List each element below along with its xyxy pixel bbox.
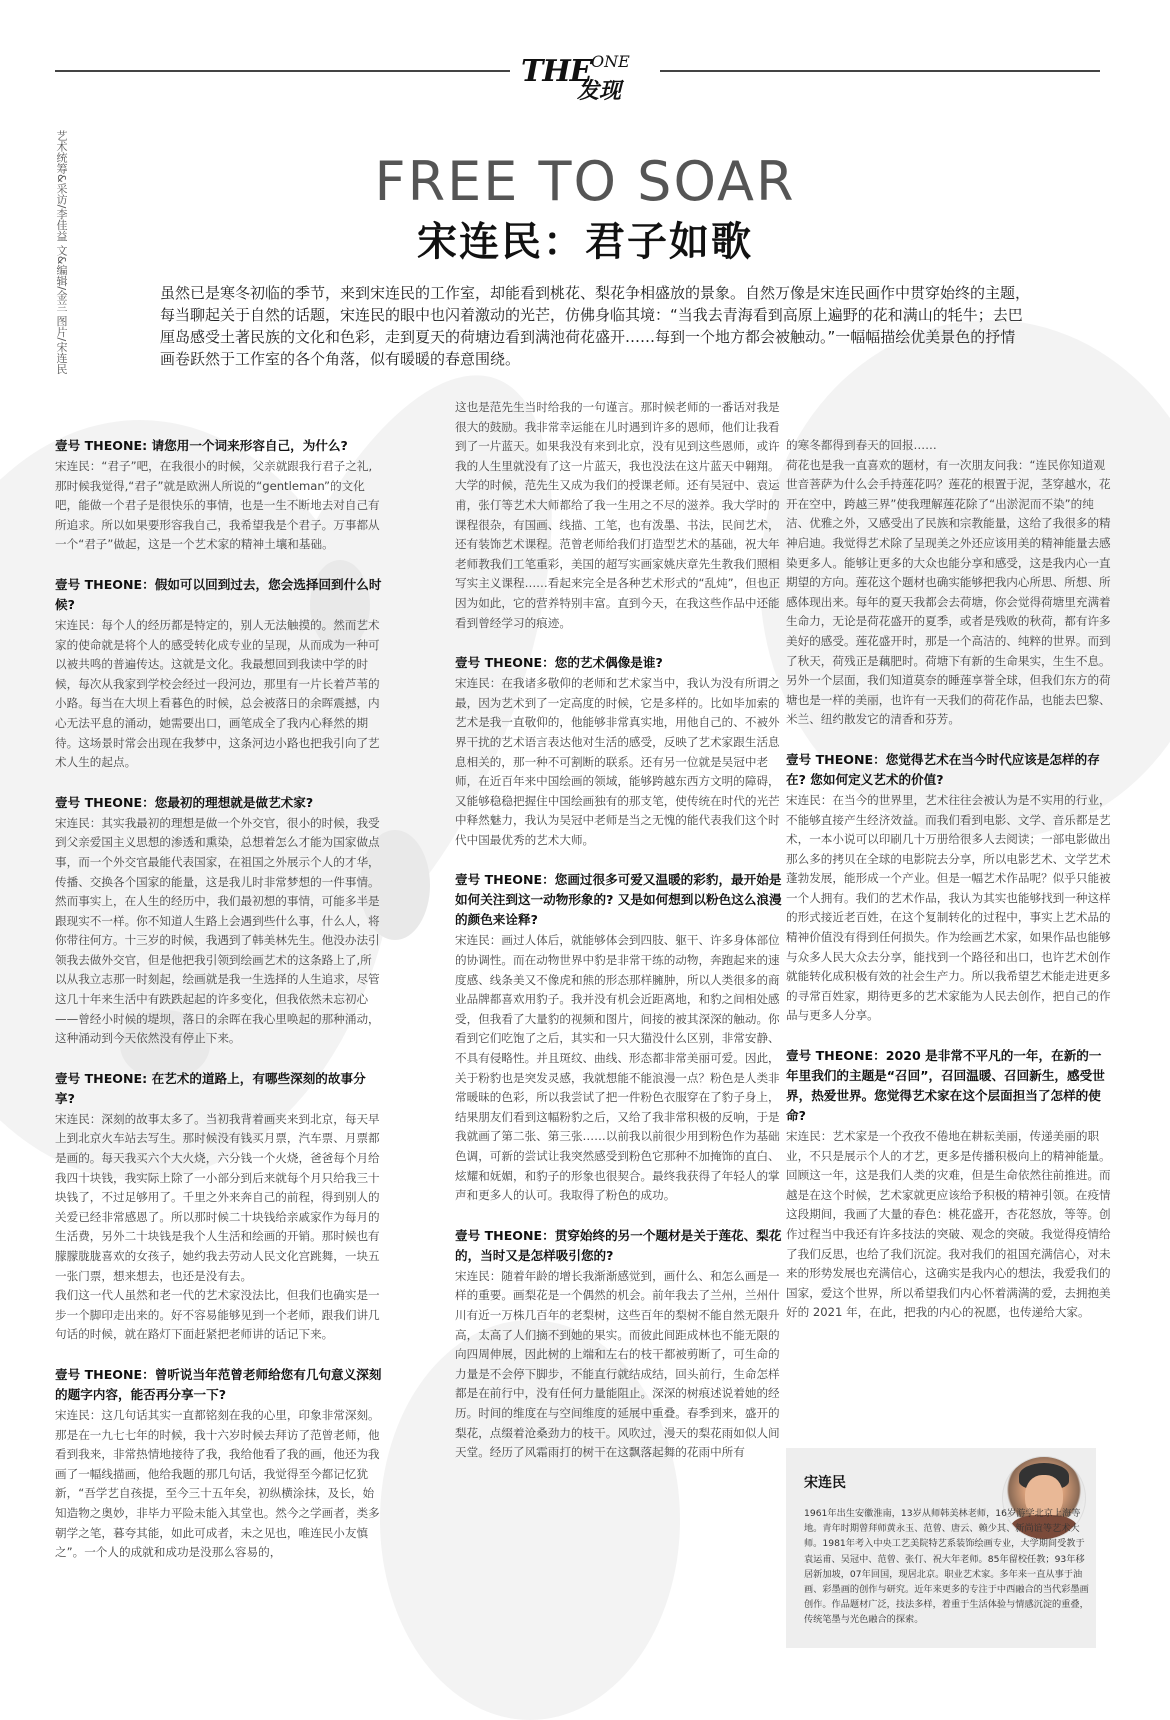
logo-section: 发现 — [577, 79, 622, 104]
header-rule-left — [55, 70, 510, 72]
credit-line: 艺术统筹&采访/李佳益 文&编辑/金兰 图片/宋连民 — [55, 130, 68, 375]
answer: 宋连民：其实我最初的理想是做一个外交官，很小的时候，我受到父亲爱国主义思想的渗透和熏染，总想着怎么才能为国家做点事，而一个外交官最能代表国家，在祖国之外展示个人的才华，传播、交换各个国家的能量，这是我儿时非常梦想的一件事情。然而事实上，在人生的经历中，我们最初想的事情，可能多半是跟现实不一样。你不知道人生路上会遇到些什么事，什么人，将你带往何方。十三岁的时候，我遇到了韩美林先生。他没办法引领我去做外交官，但是他把我引领到绘画艺术的这条路上了,所以从我立志那一时刻起，绘画就是我一生选择的人生追求，尽管这几十年来生活中有跌跌起起的许多变化，但我依然未忘初心——曾经小时候的堤坝，落日的余晖在我心里唤起的那种涌动，这种涌动到今天依然没有停止下来。 — [55, 815, 380, 1046]
question: 壹号 THEONE：您觉得艺术在当今时代应该是怎样的存在? 您如何定义艺术的价值? — [786, 751, 1100, 787]
question: 壹号 THEONE：2020 是非常不平凡的一年，在新的一年里我们的主题是“召回”，召回温暖、召回新生，感受世界，热爱世界。您觉得艺术家在这个层面担当了怎样的使命? — [786, 1048, 1105, 1124]
article-column-2 — [455, 398, 783, 1463]
article-column-3 — [786, 436, 1114, 1323]
answer-continued: 我们这一代人虽然和老一代的艺术家没法比，但我们也确实是一步一个脚印走出来的。好不容易能够见到一个老师，跟我们讲几句话的时候，就在路灯下面赶紧把老师讲的话记下来。 — [55, 1288, 380, 1342]
answer: 宋连民：在当今的世界里，艺术往往会被认为是不实用的行业，不能够直接产生经济效益。而我们看到电影、文学、音乐都是艺术，一本小说可以印刷几十万册给很多人去阅读；一部电影做出那么多的拷贝在全球的电影院去分享，所以电影艺术、文学艺术蓬勃发展，能形成一个产业。但是一幅艺术作品呢？似乎只能被一个人拥有。我们的艺术作品，我认为其实也能够找到一种这样的形式接近老百姓，在这个复制转化的过程中，事实上艺术品的精神价值没有得到任何损失。作为绘画艺术家，如果作品也能够与众多人民大众去分享，能找到一个路径和出口，也许艺术创作就能转化成积极有效的社会生产力。所以我希望艺术能走进更多的寻常百姓家，期待更多的艺术家能为人民去创作，把自己的作品与更多人分享。 — [786, 792, 1111, 1023]
question: 壹号 THEONE：您的艺术偶像是谁? — [455, 655, 663, 671]
logo-the: THE — [521, 54, 592, 89]
logo-one: ONE — [591, 52, 630, 71]
header-rule-right — [660, 70, 1100, 72]
the-one-logo — [515, 48, 655, 112]
title-english: FREE TO SOAR — [374, 150, 796, 213]
answer: 这也是范先生当时给我的一句谨言。那时候老师的一番话对我是很大的鼓励。我非常幸运能在儿时遇到许多的恩师，他们让我看到了一片蓝天。如果我没有来到北京，没有见到这些恩师，或许我的人生里就没有了这一片蓝天，我也没法在这片蓝天中翱翔。 — [455, 400, 780, 473]
question: 壹号 THEONE：您最初的理想就是做艺术家? — [55, 794, 314, 810]
bio-name: 宋连民 — [804, 1475, 846, 1491]
answer: 宋连民：画过人体后，就能够体会到四肢、躯干、许多身体部位的协调性。而在动物世界中豹是非常干练的动物，奔跑起来的速度感、线条美又不像虎和熊的形态那样臃肿，所以人类很多的商业品牌都喜欢用豹子。我并没有机会近距离地，和豹之间相处感受，但我看了大量豹的视频和图片，间接的被其深深的触动。你看到它们吃饱了之后，其实和一只大猫没什么区别，非常安静、不具有侵略性。并且斑纹、曲线、形态都非常美丽可爱。因此，关于粉豹也是突发灵感，我就想能不能浪漫一点？粉色是人类非常暖昧的色彩，所以我尝试了把一件粉色衣服穿在了豹子身上，结果朋友们看到这幅粉豹之后，又给了我非常积极的反响，于是我就画了第二张、第三张……以前我以前很少用到粉色作为基础色调，可新的尝试让我突然感受到粉色它那种不加掩饰的直白、炫耀和妩媚，和豹子的形象也很契合。最终我获得了年轻人的掌声和更多人的认可。我取得了粉色的成功。 — [455, 933, 780, 1203]
answer-continued: 大学的时候，范先生又成为我们的授课老师。还有吴冠中、袁运甫，张仃等艺术大师都给了我一生用之不尽的滋养。我大学时的课程很杂，有国画、线描、工笔，也有泼墨、书法，民间艺术，还有装饰艺术课程。范曾老师给我们打造型艺术的基础，祝大年老师教我们工笔重彩，美国的超写实画家姚庆章先生教我们照相写实主义课程……看起来完全是各种艺术形式的“乱炖”，但也正因为如此，它的营养特别丰富。直到今天，在我这些作品中还能看到曾经学习的痕迹。 — [455, 478, 781, 630]
answer: 宋连民：在我诸多敬仰的老师和艺术家当中，我认为没有所谓之最，因为艺术到了一定高度的时候，它是多样的。比如毕加索的艺术是我一直敬仰的，他能够非常真实地，用他自己的、不被外界干扰的艺术语言表达他对生活的感受，反映了艺术家跟生活息息相关的，那一种不可割断的联系。还有另一位就是吴冠中老师，在近百年来中国绘画的领域，能够跨越东西方文明的障碍，又能够稳稳把握住中国绘画独有的那支笔，使传统在时代的光芒中释然魅力，我认为吴冠中老师是当之无愧的能代表我们这个时代中国最优秀的艺术大师。 — [455, 676, 780, 847]
question: 壹号 THEONE：贯穿始终的另一个题材是关于莲花、梨花的，当时又是怎样吸引您的? — [455, 1227, 782, 1263]
answer: 宋连民：“君子”吧，在我很小的时候，父亲就跟我行君子之礼,那时候我觉得,“君子”就是欧洲人所说的“gentleman”的文化吧，能做一个君子是很快乐的事情，也是一生不断地去对自己有所追求。所以如果要形容我自己，我希望我是个君子。万事都从一个“君子”做起，这是一个艺术家的精神土壤和基础。 — [55, 459, 380, 552]
answer-continued: 荷花也是我一直喜欢的题材，有一次朋友问我：“连民你知道观世音菩萨为什么会手持莲花吗？莲花的根置于泥，茎穿越水，花开在空中，跨越三界”使我理解莲花除了“出淤泥而不染”的纯洁、优雅之外，又感受出了民族和宗教能量，这给了我很多的精神启迪。我觉得艺术除了呈现美之外还应该用美的精神能量去感染更多人。能够让更多的大众也能分享和感受，这是我内心一直期望的方向。莲花这个题材也确实能够把我内心所思、所想、所感体现出来。每年的夏天我都会去荷塘，你会觉得荷塘里充满着生命力，无论是荷花盛开的夏季，或者是残败的秋荷，都有许多美好的感受。莲花盛开时，那是一个高洁的、纯粹的世界。而到了秋天，荷残正是藕肥时。荷塘下有新的生命果实，生生不息。另外一个层面，我们知道莫奈的睡莲享誉全球，但我们东方的荷塘也是一样的美丽，也许有一天我们的荷花作品，也能去巴黎、米兰、纽约散发它的清香和芬芳。 — [786, 457, 1111, 727]
question: 壹号 THEONE：您画过很多可爱又温暖的彩豹，最开始是如何关注到这一动物形象的? 又是如何想到以粉色这么浪漫的颜色来诠释? — [455, 872, 782, 928]
bio-text: 1961年出生安徽淮南，13岁从师韩美林老师，16岁游学北京上海等地。青年时期曾拜师黄永玉、范曾、唐云、赖少其、新尚谊等艺术大师。1981年考入中央工艺美院特艺系装饰绘画专业，大学期间受教于袁运甫、吴冠中、范曾、张仃、祝大年老师。85年留校任教；93年移居新加坡，07年回国，现居北京。职业艺术家。多年来一直从事于油画、彩墨画的创作与研究。近年来更多的专注于中西融合的当代彩墨画创作。作品题材广泛，技法多样，着重于生活体验与情感沉淀的重叠，传统笔墨与光色融合的探索。 — [804, 1508, 1089, 1626]
lead-paragraph: 虽然已是寒冬初临的季节，来到宋连民的工作室，却能看到桃花、梨花争相盛放的景象。自然万像是宋连民画作中贯穿始终的主题，每当聊起关于自然的话题，宋连民的眼中也闪着激动的光芒，仿佛身临其境：“当我去青海看到高原上遍野的花和满山的牦牛；去巴厘岛感受土著民族的文化和色彩，走到夏天的荷塘边看到满池荷花盛开……每到一个地方都会被触动。”一幅幅描绘优美景色的抒情画卷跃然于工作室的各个角落，似有暖暖的春意围绕。 — [160, 284, 1031, 368]
answer: 宋连民：艺术家是一个孜孜不倦地在耕耘美丽，传递美丽的职业，不只是展示个人的才艺，更多是传播积极向上的精神能量。回顾这一年，这是我们人类的灾难，但是生命依然往前推进。而越是在这个时候，艺术家就更应该给予积极的精神引领。在疫情这段期间，我画了大量的春色：桃花盛开，杏花怒放，等等。创作过程当中我还有许多技法的突破、观念的突破。我觉得疫情给了我们反思，也给了我们沉淀。我对我们的祖国充满信心，对未来的形势发展也充满信心，这确实是我内心的想法，我爱我们的国家，爱这个世界，所以希望我们内心怀着满满的爱，去拥抱美好的 2021 年，在此，把我的内心的祝愿，也传递给大家。 — [786, 1129, 1111, 1320]
question: 壹号 THEONE: 请您用一个词来形容自己，为什么? — [55, 438, 348, 453]
title-chinese: 宋连民：君子如歌 — [417, 219, 753, 265]
answer: 的寒冬都得到春天的回报…… — [786, 438, 937, 452]
answer: 宋连民：深刻的故事太多了。当初我背着画夹来到北京，每天早上到北京火车站去写生。那时候没有钱买月票，汽车票、月票都是画的。每天我买六个大火烧，六分钱一个火烧，爸爸每个月给我四十块钱，我实际上除了一小部分到后来就每个月只给我三十块钱了，不过足够用了。千里之外来奔自己的前程，得到别人的关爱已经非常感恩了。所以那时候二十块钱给亲戚家作为每月的生活费，另外二十块钱是我个人生活和绘画的开销。那时候也有朦朦胧胧喜欢的女孩子，她约我去劳动人民文化宫跳舞，一块五一张门票，想来想去，也还是没有去。 — [55, 1111, 380, 1283]
question: 壹号 THEONE: 在艺术的道路上，有哪些深刻的故事分享? — [55, 1070, 366, 1106]
answer: 宋连民：随着年龄的增长我渐渐感觉到，画什么、和怎么画是一样的重要。画梨花是一个偶然的机会。前年我去了兰州，兰州什川有近一万株几百年的老梨树，这些百年的梨树不能自然无限升高，太高了人们摘不到她的果实。而彼此间距成林也不能无限的向四周伸展，因此树的上端和左右的枝干都被剪断了，可生命的力量是不会停下脚步，不能直行就结成结，回头前行，生命怎样都是在前行中，没有任何力量能阻止。深深的树痕述说着她的经历。时间的维度在与空间维度的延展中重叠。春季到来，盛开的梨花，点缀着沧桑劲力的枝干。风吹过，漫天的梨花雨如似人间天堂。经历了风霜雨打的树干在这飘落起舞的花雨中所有 — [455, 1268, 780, 1460]
question: 壹号 THEONE：曾听说当年范曾老师给您有几句意义深刻的题字内容，能否再分享一下? — [55, 1366, 382, 1402]
article-column-1 — [55, 436, 383, 1563]
artist-bio-box — [786, 1448, 1096, 1648]
answer: 宋连民：这几句话其实一直都铭刻在我的心里，印象非常深刻。那是在一九七七年的时候，我十六岁时候去拜访了范曾老师，他看到我来，非常热情地接待了我，我给他看了我的画，他还为我画了一幅线描画，他给我题的那几句话，我觉得至今都记忆犹新，“吾学艺自孩提，至今三十五年矣，初纵横涂抹，及长，始知造物之奥妙，非毕力平险未能入其堂也。然今之学画者，类多朝学之笔，暮夸其能，如此可成者，未之见也，唯连民小友慎之”。一个人的成就和成功是没那么容易的， — [55, 1407, 380, 1560]
answer: 宋连民：每个人的经历都是特定的，别人无法触摸的。然而艺术家的使命就是将个人的感受转化成专业的呈现，从而成为一种可以被共鸣的普遍传达。这就是文化。我最想回到我读中学的时候，每次从我家到学校会经过一段河边，那里有一片长着芦苇的小路。每当在大坝上看暮色的时候，总会被落日的余晖震撼，内心无法平息的涌动，她需要出口，画笔成全了我内心释然的期待。这场景时常会出现在我梦中，这条河边小路也把我引向了艺术人生的起点。 — [55, 617, 380, 770]
question: 壹号 THEONE：假如可以回到过去，您会选择回到什么时候? — [55, 576, 382, 612]
